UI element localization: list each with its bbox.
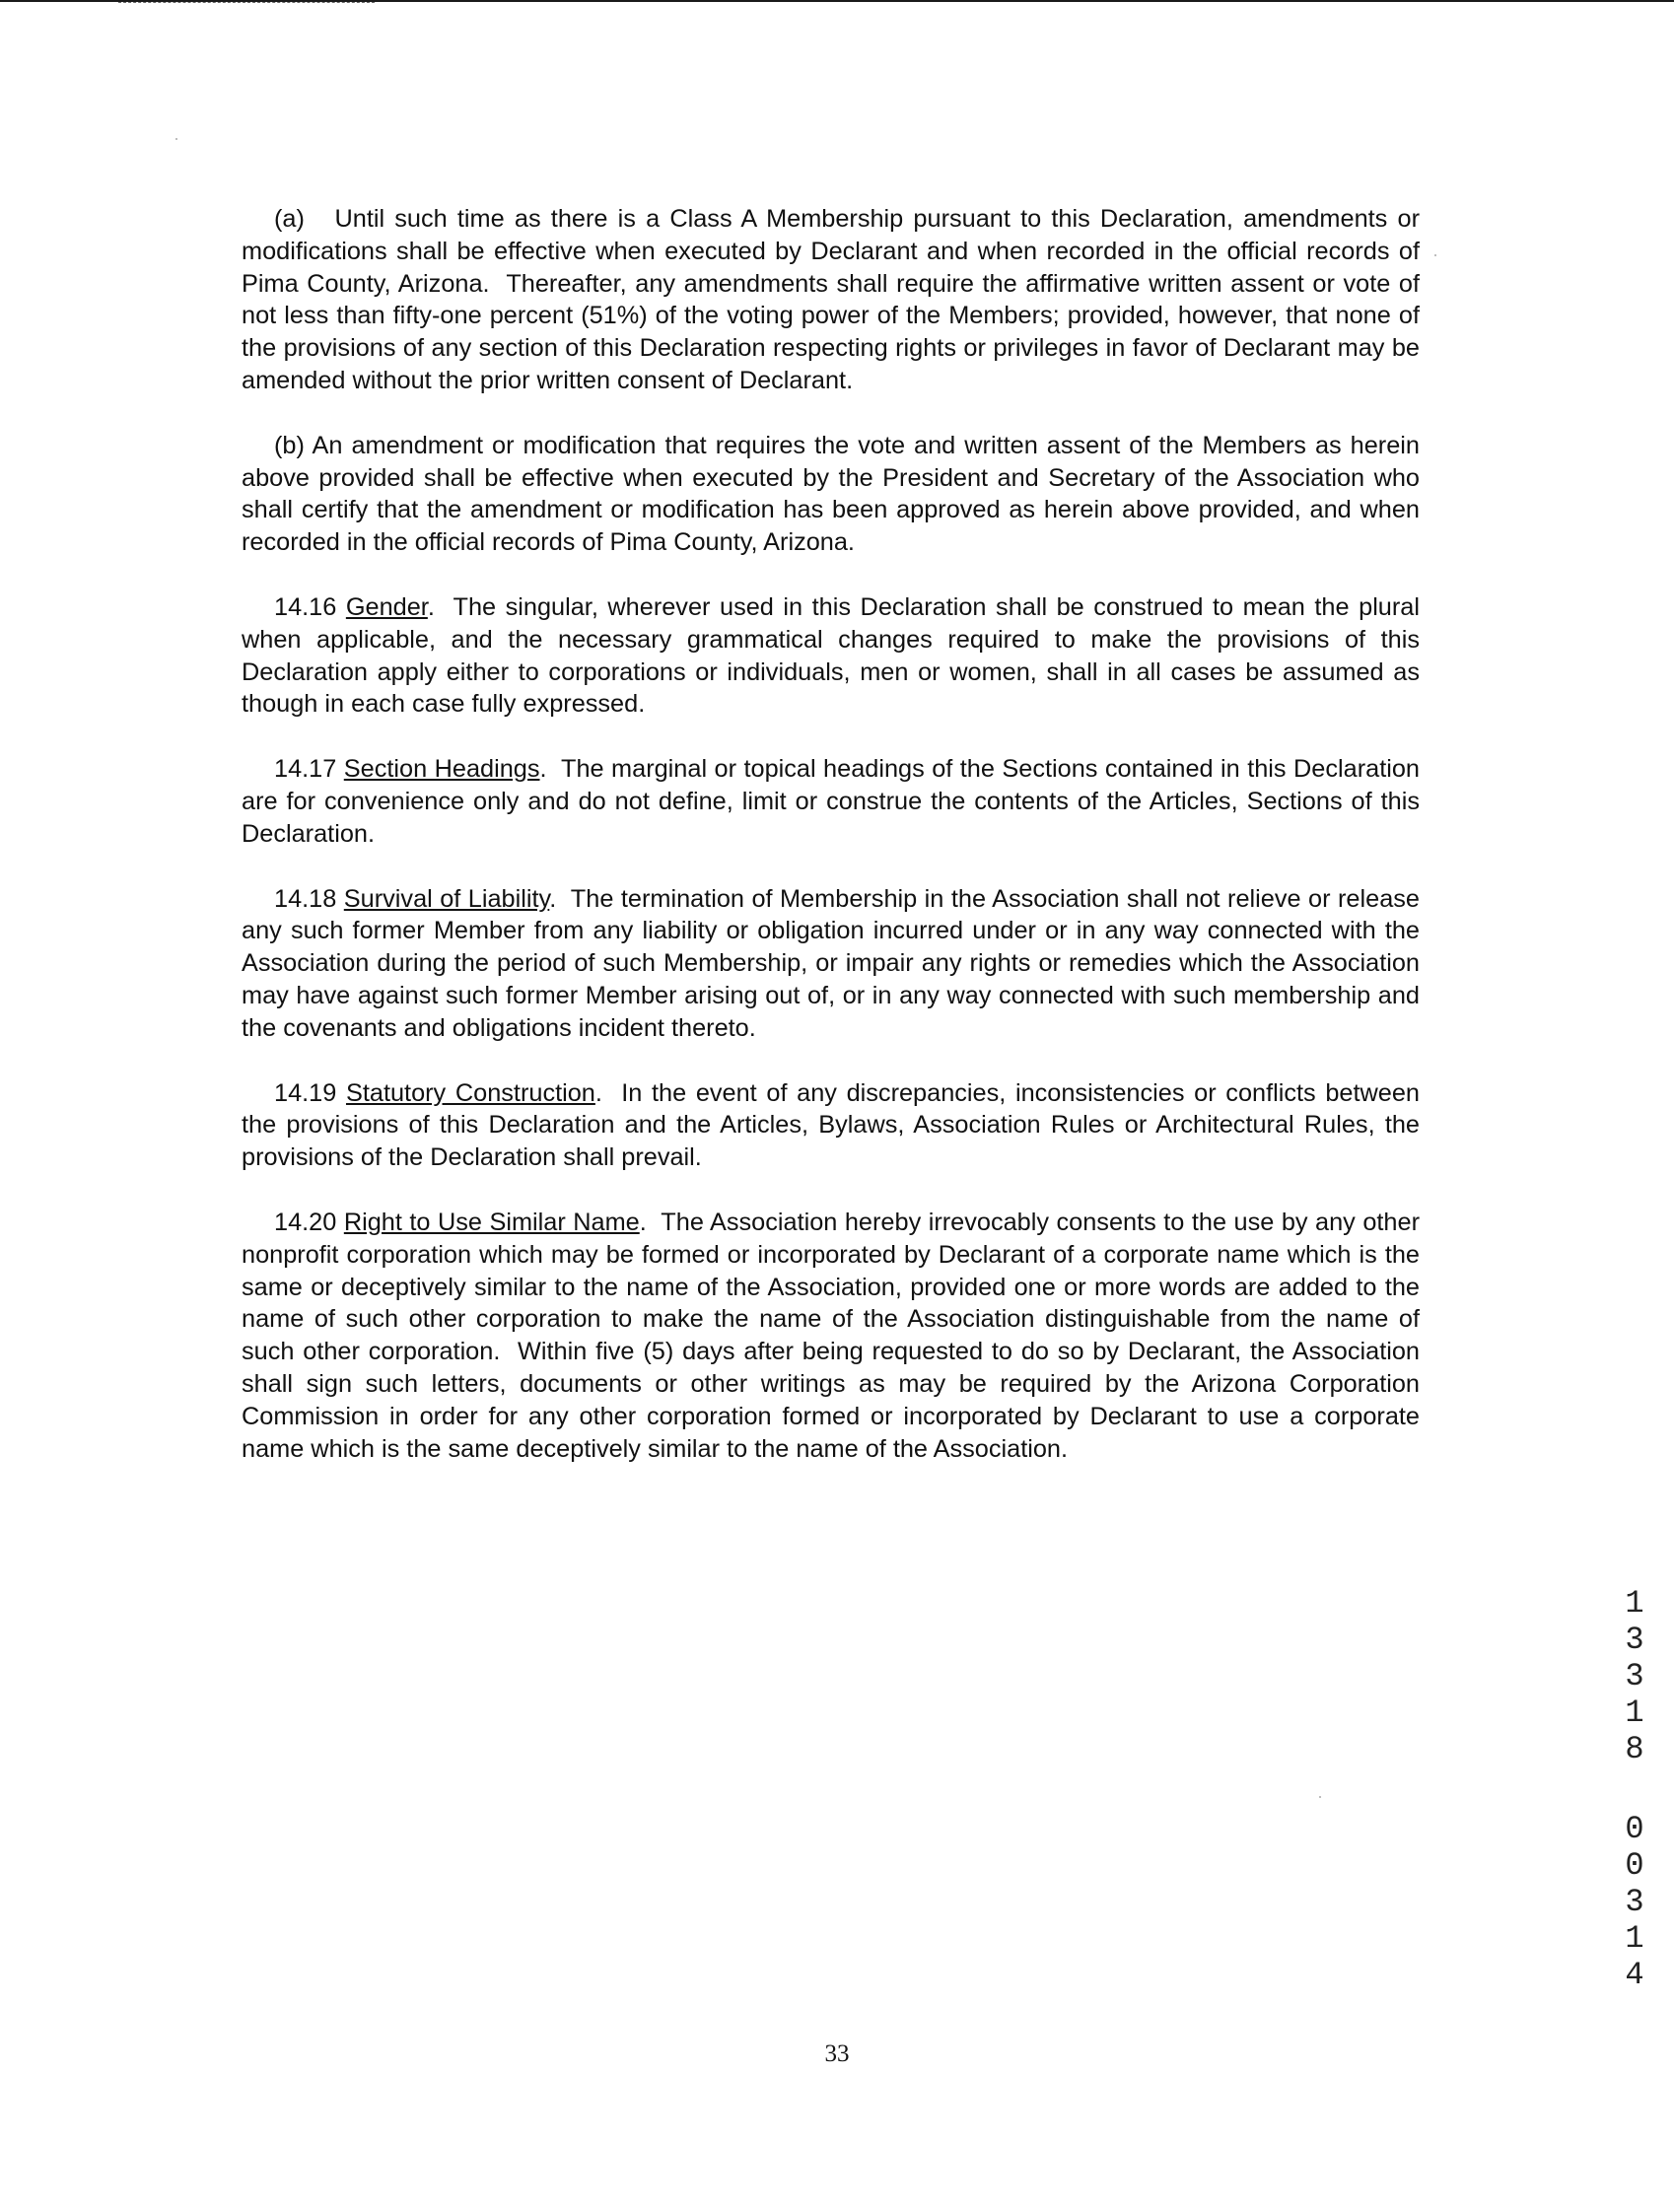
section-heading-right-to-use-similar-name: Right to Use Similar Name xyxy=(343,1208,640,1236)
section-body: . In the event of any discrepancies, inconsistencies or conflicts between the provisions of this Declaration and the Articles, Bylaws, Association Rules or Architectural Rules, the provisions of the Declaration shall prevail. xyxy=(242,1078,1420,1172)
section-body: . The termination of Membership in the Association shall not relieve or release any such former Member from any liability or obligation incurred under or in any way connected with the Association during the period of such Membership, or impair any rights or remedies which the Association may have against such former Member arising out of, or in any way connected with such membership and the covenants and obligations incident thereto. xyxy=(242,884,1420,1042)
section-heading-section-headings: Section Headings xyxy=(343,755,540,784)
stamp-digit: 4 xyxy=(1625,1957,1644,1993)
scan-specks xyxy=(118,2,375,4)
section-body: . The singular, wherever used in this Declaration shall be construed to mean the plural when applicable, and the necessary grammatical changes required to make the provisions of this Declaration apply either to corporations or individuals, men or women, shall in all cases be assumed as though in each case fully expressed. xyxy=(242,592,1420,719)
section-14-18 xyxy=(242,883,1420,1045)
stamp-digit: 1 xyxy=(1625,1694,1644,1731)
paragraph-a xyxy=(242,203,1420,397)
paragraph-b xyxy=(242,430,1420,559)
paragraph-b-text: (b) An amendment or modification that requires the vote and written assent of the Members as herein above provided shall be effective when executed by the President and Secretary of the Association who shall certify that the amendment or modification has been approved as herein above provided, and when recorded in the official records of Pima County, Arizona. xyxy=(242,431,1420,557)
stamp-digit: 0 xyxy=(1625,1847,1644,1884)
stamp-digit: 3 xyxy=(1625,1622,1644,1658)
section-body: . The Association hereby irrevocably consents to the use by any other nonprofit corporation which may be formed or incorporated by Declarant of a corporate name which is the same or deceptively similar to the name of the Association, provided one or more words are added to the name of such other corporation to make the name of the Association distinguishable from the name of such other corporation. Within five (5) days after being requested to do so by Declarant, the Association shall sign such letters, documents or other writings as may be required by the Arizona Corporation Commission in order for any other corporation formed or incorporated by Declarant to use a corporate name which is the same deceptively similar to the name of the Association. xyxy=(242,1208,1420,1463)
section-heading-gender: Gender xyxy=(345,592,428,621)
recording-number-stamp xyxy=(1613,1585,1656,1993)
document-body xyxy=(242,203,1420,1465)
scan-speck xyxy=(175,138,177,140)
stamp-digit: 1 xyxy=(1625,1920,1644,1957)
scan-speck xyxy=(1319,1796,1321,1798)
section-number: 14.16 xyxy=(274,592,346,621)
section-heading-survival-of-liability: Survival of Liability xyxy=(343,884,550,913)
section-number: 14.18 xyxy=(274,884,344,913)
stamp-digit: 3 xyxy=(1625,1658,1644,1694)
section-number: 14.20 xyxy=(274,1208,344,1236)
section-14-17 xyxy=(242,753,1420,850)
page-number: 33 xyxy=(824,2040,850,2067)
section-number: 14.17 xyxy=(274,755,344,784)
paragraph-a-text: (a) Until such time as there is a Class A Membership pursuant to this Declaration, amendments or modifications shall be effective when executed by Declarant and when recorded in the official records of Pima County, Arizona. Thereafter, any amendments shall require the affirmative written assent or vote of not less than fifty-one percent (51%) of the voting power of the Members; provided, however, that none of the provisions of any section of this Declaration respecting rights or privileges in favor of Declarant may be amended without the prior written consent of Declarant. xyxy=(242,205,1420,394)
section-number: 14.19 xyxy=(274,1078,346,1107)
section-14-19 xyxy=(242,1077,1420,1174)
stamp-digit: 1 xyxy=(1625,1585,1644,1622)
section-14-16 xyxy=(242,591,1420,721)
stamp-digit: 3 xyxy=(1625,1884,1644,1920)
stamp-digit: 8 xyxy=(1625,1731,1644,1767)
section-14-20 xyxy=(242,1207,1420,1465)
stamp-digit: 0 xyxy=(1625,1811,1644,1847)
section-body: . The marginal or topical headings of the Sections contained in this Declaration are for convenience only and do not define, limit or construe the contents of the Articles, Sections of this Declaration. xyxy=(242,755,1420,848)
scan-speck xyxy=(1434,254,1436,256)
section-heading-statutory-construction: Statutory Construction xyxy=(345,1078,595,1107)
